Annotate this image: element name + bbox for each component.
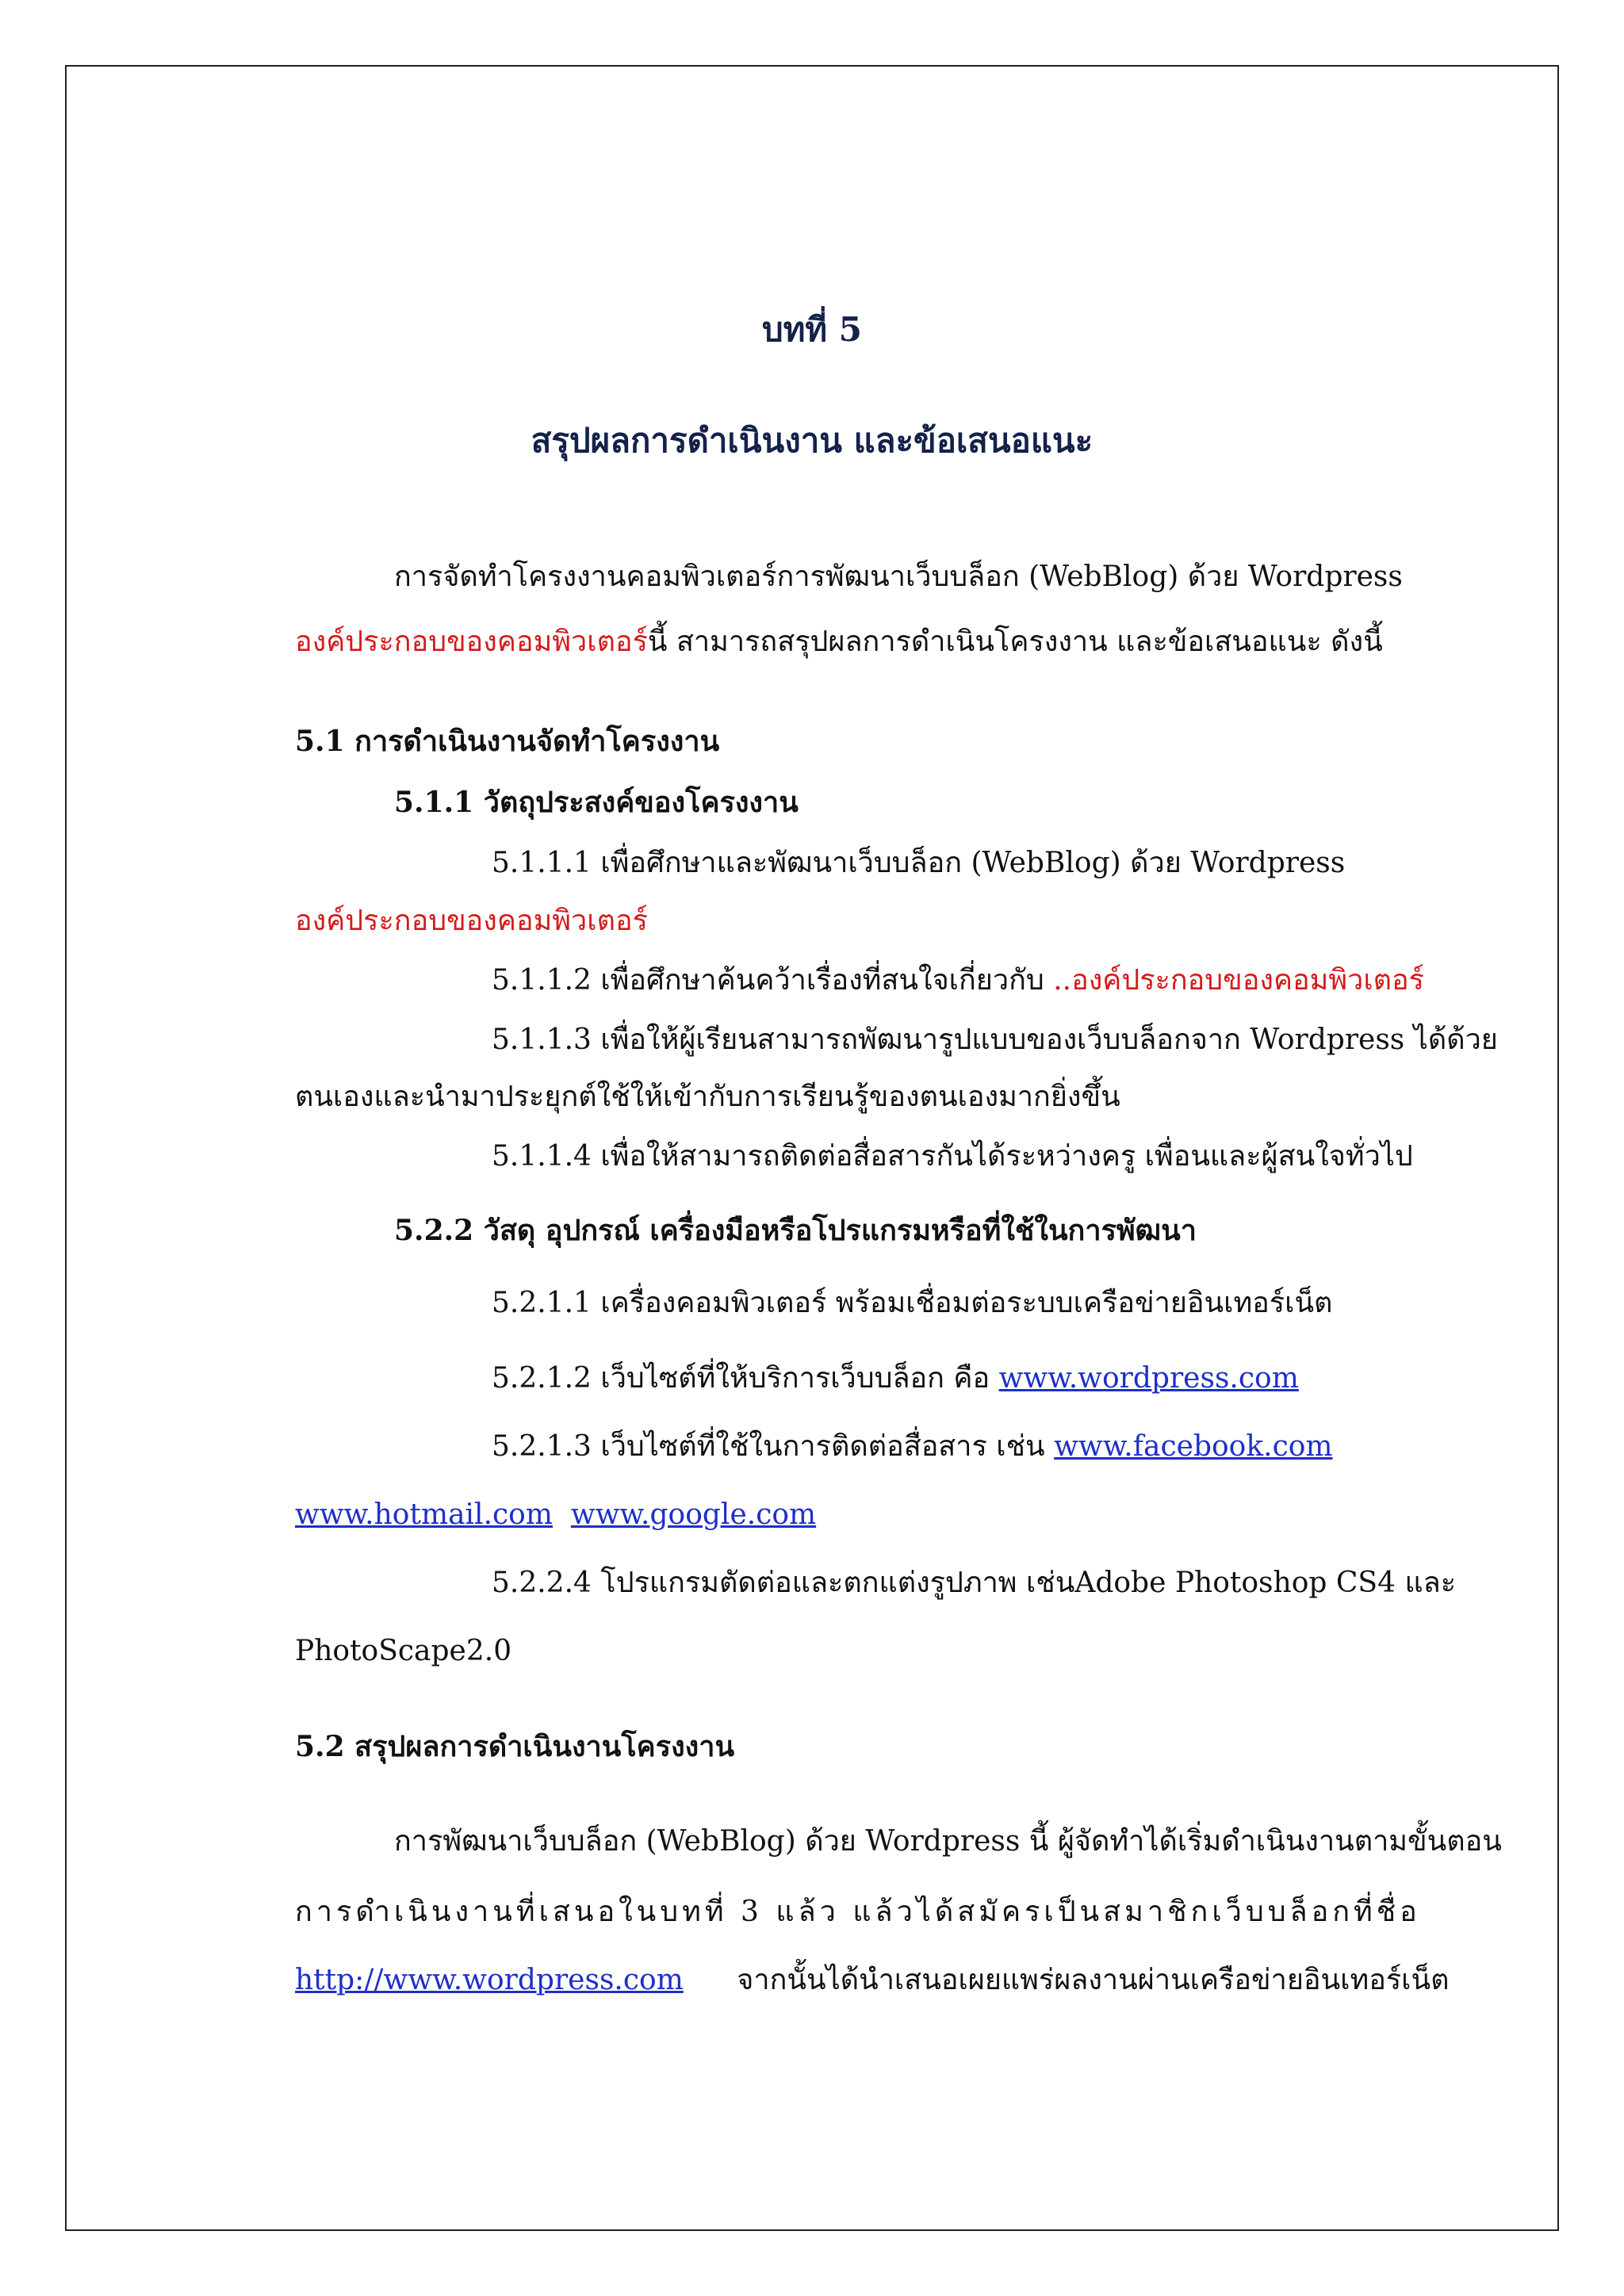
objective-5-1-1-2-text: 5.1.1.2 เพื่อศึกษาค้นคว้าเรื่องที่สนใจเกี่ยวกับ <box>492 964 1044 997</box>
material-5-2-1-3-text: 5.2.1.3 เว็บไซต์ที่ใช้ในการติดต่อสื่อสาร เช่น <box>492 1430 1045 1463</box>
wordpress-url-link[interactable]: http://www.wordpress.com <box>295 1964 684 1996</box>
intro-line-2-rest: นี้ สามารถสรุปผลการดำเนินโครงงาน และข้อเสนอแนะ ดังนี้ <box>647 626 1383 658</box>
objective-5-1-1-1-cont: องค์ประกอบของคอมพิวเตอร์ <box>295 905 648 937</box>
material-5-2-1-2 <box>492 1361 1299 1396</box>
intro-line-1: การจัดทำโครงงานคอมพิวเตอร์การพัฒนาเว็บบล็อก (WebBlog) ด้วย Wordpress <box>394 561 1403 593</box>
chapter-number: บทที่ 5 <box>762 310 862 349</box>
intro-line-2 <box>295 625 1383 660</box>
objective-5-1-1-2 <box>492 963 1424 998</box>
objective-5-1-1-2-topic: ..องค์ประกอบของคอมพิวเตอร์ <box>1053 964 1424 997</box>
summary-line-3 <box>295 1963 1449 1998</box>
material-5-2-1-3-cont <box>295 1498 816 1533</box>
wordpress-link[interactable]: www.wordpress.com <box>998 1362 1299 1395</box>
section-5-1-heading: 5.1 การดำเนินงานจัดทำโครงงาน <box>295 725 720 758</box>
summary-line-1: การพัฒนาเว็บบล็อก (WebBlog) ด้วย Wordpress นี้ ผู้จัดทำได้เริ่มดำเนินงานตามขั้นตอน <box>394 1825 1502 1858</box>
material-5-2-1-2-text: 5.2.1.2 เว็บไซต์ที่ให้บริการเว็บบล็อก คือ <box>492 1362 990 1395</box>
hotmail-link[interactable]: www.hotmail.com <box>295 1498 553 1531</box>
facebook-link[interactable]: www.facebook.com <box>1054 1430 1333 1463</box>
chapter-title: สรุปผลการดำเนินงาน และข้อเสนอแนะ <box>530 421 1094 460</box>
material-5-2-1-3 <box>492 1429 1333 1464</box>
material-5-2-2-4-cont: PhotoScape2.0 <box>295 1635 512 1667</box>
google-link[interactable]: www.google.com <box>570 1498 817 1531</box>
objective-5-1-1-3: 5.1.1.3 เพื่อให้ผู้เรียนสามารถพัฒนารูปแบบของเว็บบล็อกจาก Wordpress ได้ด้วย <box>492 1024 1498 1056</box>
section-5-1-1-heading: 5.1.1 วัตถุประสงค์ของโครงงาน <box>394 786 799 819</box>
section-5-2-heading: 5.2 สรุปผลการดำเนินงานโครงงาน <box>295 1730 735 1763</box>
summary-line-2: การดำเนินงานที่เสนอในบทที่ 3 แล้ว แล้วได้สมัครเป็นสมาชิกเว็บบล็อกที่ชื่อ <box>295 1896 1421 1928</box>
intro-topic: องค์ประกอบของคอมพิวเตอร์ <box>295 626 648 658</box>
material-5-2-1-1: 5.2.1.1 เครื่องคอมพิวเตอร์ พร้อมเชื่อมต่อระบบเครือข่ายอินเทอร์เน็ต <box>492 1287 1333 1319</box>
summary-line-3-rest: จากนั้นได้นำเสนอเผยแพร่ผลงานผ่านเครือข่ายอินเทอร์เน็ต <box>737 1964 1450 1996</box>
material-5-2-2-4: 5.2.2.4 โปรแกรมตัดต่อและตกแต่งรูปภาพ เช่นAdobe Photoshop CS4 และ <box>492 1567 1457 1599</box>
section-5-2-2-heading: 5.2.2 วัสดุ อุปกรณ์ เครื่องมือหรือโปรแกรมหรือที่ใช้ในการพัฒนา <box>394 1214 1197 1247</box>
objective-5-1-1-1: 5.1.1.1 เพื่อศึกษาและพัฒนาเว็บบล็อก (WebBlog) ด้วย Wordpress <box>492 847 1346 879</box>
objective-5-1-1-3-cont: ตนเองและนำมาประยุกต์ใช้ให้เข้ากับการเรียนรู้ของตนเองมากยิ่งขึ้น <box>295 1081 1120 1113</box>
objective-5-1-1-4: 5.1.1.4 เพื่อให้สามารถติดต่อสื่อสารกันได้ระหว่างครู เพื่อนและผู้สนใจทั่วไป <box>492 1140 1413 1173</box>
